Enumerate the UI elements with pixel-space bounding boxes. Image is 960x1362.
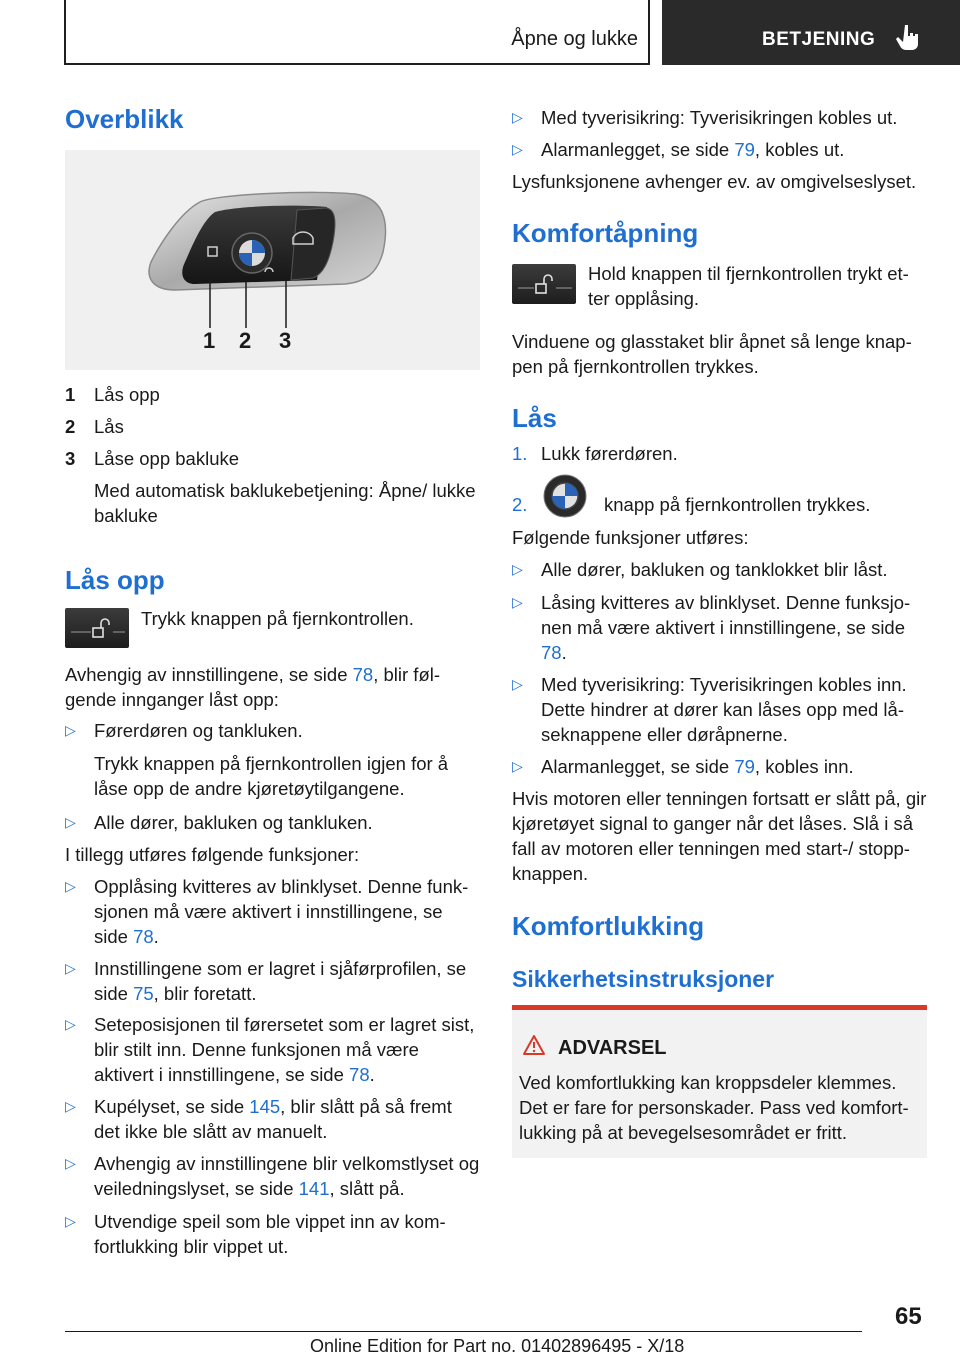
triangle-bullet-icon: ▷: [512, 141, 523, 157]
figure-label-2: 2: [239, 328, 252, 353]
comfort-open-heading: Komfortåpning: [512, 218, 699, 248]
page-number: 65: [895, 1303, 922, 1330]
comfort-close-heading: Komfortlukking: [512, 911, 705, 941]
warning-text: Ved komfortlukking kan kroppsdeler klemmes. Det er fare for personskader. Pass ved komfort- lukking på at bevegelsesområdet er fritt.: [519, 1072, 909, 1143]
unlock-also-text: I tillegg utføres følgende funksjoner:: [65, 844, 360, 865]
page-ref-link[interactable]: 141: [298, 1178, 330, 1199]
header-rule-right: [648, 0, 650, 65]
bmw-logo-button-icon: [543, 474, 587, 518]
triangle-bullet-icon: ▷: [512, 758, 523, 774]
edition-text: Online Edition for Part no. 01402896495 - X/18: [310, 1336, 685, 1356]
warning-box: [512, 1005, 927, 1158]
lock-engine-note: Hvis motoren eller tenningen fortsatt er slått på, gir kjøretøyet signal to ganger når det låses. Slå i så fall av motoren eller tenningen med start-/ stopp-knappen.: [512, 788, 927, 884]
page-ref-link[interactable]: 78: [352, 664, 374, 685]
page-ref-link[interactable]: 79: [734, 139, 755, 160]
page-ref-link[interactable]: 79: [734, 756, 755, 777]
triangle-bullet-icon: ▷: [65, 878, 76, 894]
overview-heading: Overblikk: [65, 104, 184, 134]
warning-title: ADVARSEL: [558, 1037, 667, 1059]
header-rule: [64, 63, 649, 65]
unlock-heading: Lås opp: [65, 565, 165, 595]
figure-label-1: 1: [203, 328, 216, 353]
unlock-padlock-icon: [512, 264, 576, 304]
unlock-icon-caption: Trykk knappen på fjernkontrollen.: [141, 608, 414, 629]
comfort-open-icon-caption: Hold knappen til fjernkontrollen trykt et- ter opplåsing.: [588, 263, 909, 309]
triangle-bullet-icon: ▷: [65, 1213, 76, 1229]
triangle-bullet-icon: ▷: [65, 1016, 76, 1032]
triangle-bullet-icon: ▷: [512, 594, 523, 610]
triangle-bullet-icon: ▷: [65, 722, 76, 738]
warning-triangle-icon: [522, 1034, 546, 1056]
triangle-bullet-icon: ▷: [65, 814, 76, 830]
light-note: Lysfunksjonene avhenger ev. av omgivelseslyset.: [512, 171, 917, 192]
key-fob-illustration: [65, 150, 480, 370]
page-ref-link[interactable]: 78: [133, 926, 154, 947]
header-rule-left: [64, 0, 66, 65]
key-fob-figure: [65, 150, 480, 370]
page-ref-link[interactable]: 78: [541, 642, 562, 663]
unlock-padlock-icon: [65, 608, 129, 648]
page-ref-link[interactable]: 75: [133, 983, 154, 1004]
lock-functions-intro: Følgende funksjoner utføres:: [512, 527, 749, 548]
footer-rule: [65, 1331, 862, 1332]
unlock-button-icon: [65, 608, 129, 648]
figure-label-3: 3: [279, 328, 292, 353]
triangle-bullet-icon: ▷: [512, 109, 523, 125]
triangle-bullet-icon: ▷: [65, 960, 76, 976]
comfort-unlock-button-icon: [512, 264, 576, 304]
lock-heading: Lås: [512, 403, 557, 433]
triangle-bullet-icon: ▷: [65, 1155, 76, 1171]
hand-pointer-icon: [894, 22, 924, 52]
page-ref-link[interactable]: 78: [349, 1064, 370, 1085]
header-chapter-tab: [662, 0, 960, 65]
safety-instructions-heading: Sikkerhetsinstruksjoner: [512, 966, 775, 992]
triangle-bullet-icon: ▷: [512, 676, 523, 692]
triangle-bullet-icon: ▷: [65, 1098, 76, 1114]
header-chapter-label: BETJENING: [762, 29, 876, 50]
comfort-open-body: Vinduene og glasstaket blir åpnet så lenge knap- pen på fjernkontrollen trykkes.: [512, 331, 912, 377]
page-ref-link[interactable]: 145: [249, 1096, 281, 1117]
header-section-title: Åpne og lukke: [511, 28, 638, 50]
triangle-bullet-icon: ▷: [512, 561, 523, 577]
unlock-intro: Avhengig av innstillingene, se side 78, blir føl- gende innganger låst opp:: [65, 664, 441, 710]
